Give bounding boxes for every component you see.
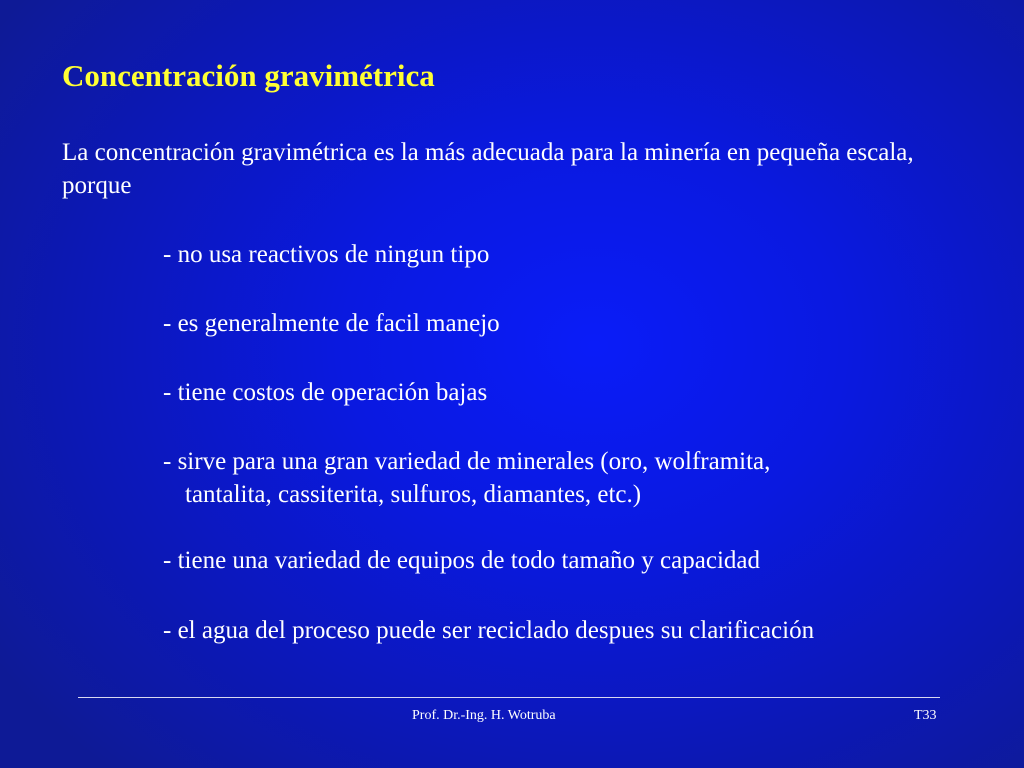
bullet-item-continuation: tantalita, cassiterita, sulfuros, diamantes, etc.)	[185, 481, 642, 508]
intro-paragraph: La concentración gravimétrica es la más adecuada para la minería en pequeña escala, porque	[62, 139, 914, 199]
bullet-item: - tiene costos de operación bajas	[163, 379, 488, 406]
bullet-item: - es generalmente de facil manejo	[163, 310, 500, 337]
bullet-item-text: - sirve para una gran variedad de minerales (oro, wolframita,	[163, 448, 771, 475]
slide-title: Concentración gravimétrica	[62, 58, 435, 93]
bullet-item: - el agua del proceso puede ser reciclado despues su clarificación	[163, 617, 815, 644]
footer-author: Prof. Dr.-Ing. H. Wotruba	[412, 708, 556, 723]
slide-number: T33	[914, 708, 937, 723]
bullet-item: - no usa reactivos de ningun tipo	[163, 241, 490, 268]
footer-divider	[78, 697, 940, 698]
bullet-item: - tiene una variedad de equipos de todo tamaño y capacidad	[163, 547, 760, 574]
bullet-item	[163, 445, 770, 511]
